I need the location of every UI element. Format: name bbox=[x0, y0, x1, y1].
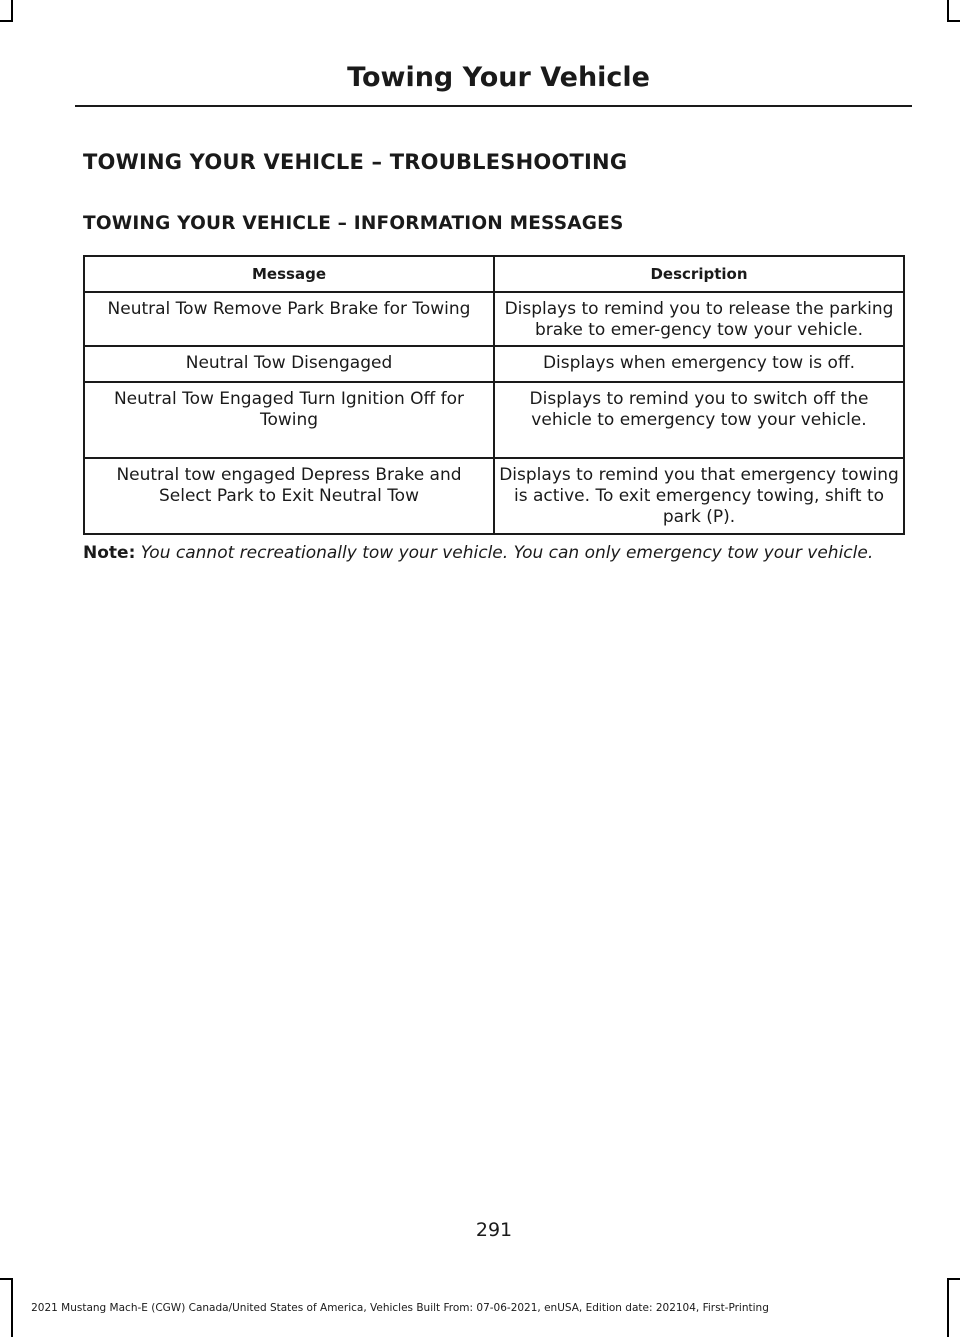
column-header-description: Description bbox=[494, 256, 904, 292]
table-row bbox=[84, 458, 904, 534]
crop-mark bbox=[0, 20, 13, 22]
crop-mark bbox=[947, 1278, 960, 1280]
information-messages-table bbox=[83, 255, 905, 535]
crop-mark bbox=[947, 20, 960, 22]
note-text: You cannot recreationally tow your vehicle. You can only emergency tow your vehicle. bbox=[140, 543, 874, 563]
note bbox=[83, 543, 923, 563]
crop-mark bbox=[11, 0, 13, 22]
crop-mark bbox=[947, 1278, 949, 1337]
page-header-title: Towing Your Vehicle bbox=[347, 62, 650, 93]
description-cell: Displays to remind you to switch off the vehicle to emergency tow your vehicle. bbox=[494, 382, 904, 458]
description-cell: Displays to remind you to release the parking brake to emer-gency tow your vehicle. bbox=[494, 292, 904, 346]
header-rule bbox=[75, 105, 912, 107]
message-cell: Neutral tow engaged Depress Brake and Select Park to Exit Neutral Tow bbox=[84, 458, 494, 534]
note-label: Note: bbox=[83, 543, 136, 563]
table-row bbox=[84, 292, 904, 346]
message-cell: Neutral Tow Disengaged bbox=[84, 346, 494, 382]
description-cell: Displays to remind you that emergency towing is active. To exit emergency towing, shift to park (P). bbox=[494, 458, 904, 534]
table-header-row bbox=[84, 256, 904, 292]
message-cell: Neutral Tow Remove Park Brake for Towing bbox=[84, 292, 494, 346]
subsection-heading: TOWING YOUR VEHICLE – INFORMATION MESSAGES bbox=[83, 213, 624, 234]
section-heading: TOWING YOUR VEHICLE – TROUBLESHOOTING bbox=[83, 150, 628, 174]
crop-mark bbox=[947, 0, 949, 22]
message-cell: Neutral Tow Engaged Turn Ignition Off for Towing bbox=[84, 382, 494, 458]
page-number: 291 bbox=[475, 1219, 513, 1241]
table-row bbox=[84, 382, 904, 458]
table-row bbox=[84, 346, 904, 382]
crop-mark bbox=[0, 1278, 13, 1280]
column-header-message: Message bbox=[84, 256, 494, 292]
page-footer: 2021 Mustang Mach-E (CGW) Canada/United States of America, Vehicles Built From: 07-06-2021, enUSA, Edition date: 202104, First-Printing bbox=[31, 1302, 769, 1314]
description-cell: Displays when emergency tow is off. bbox=[494, 346, 904, 382]
